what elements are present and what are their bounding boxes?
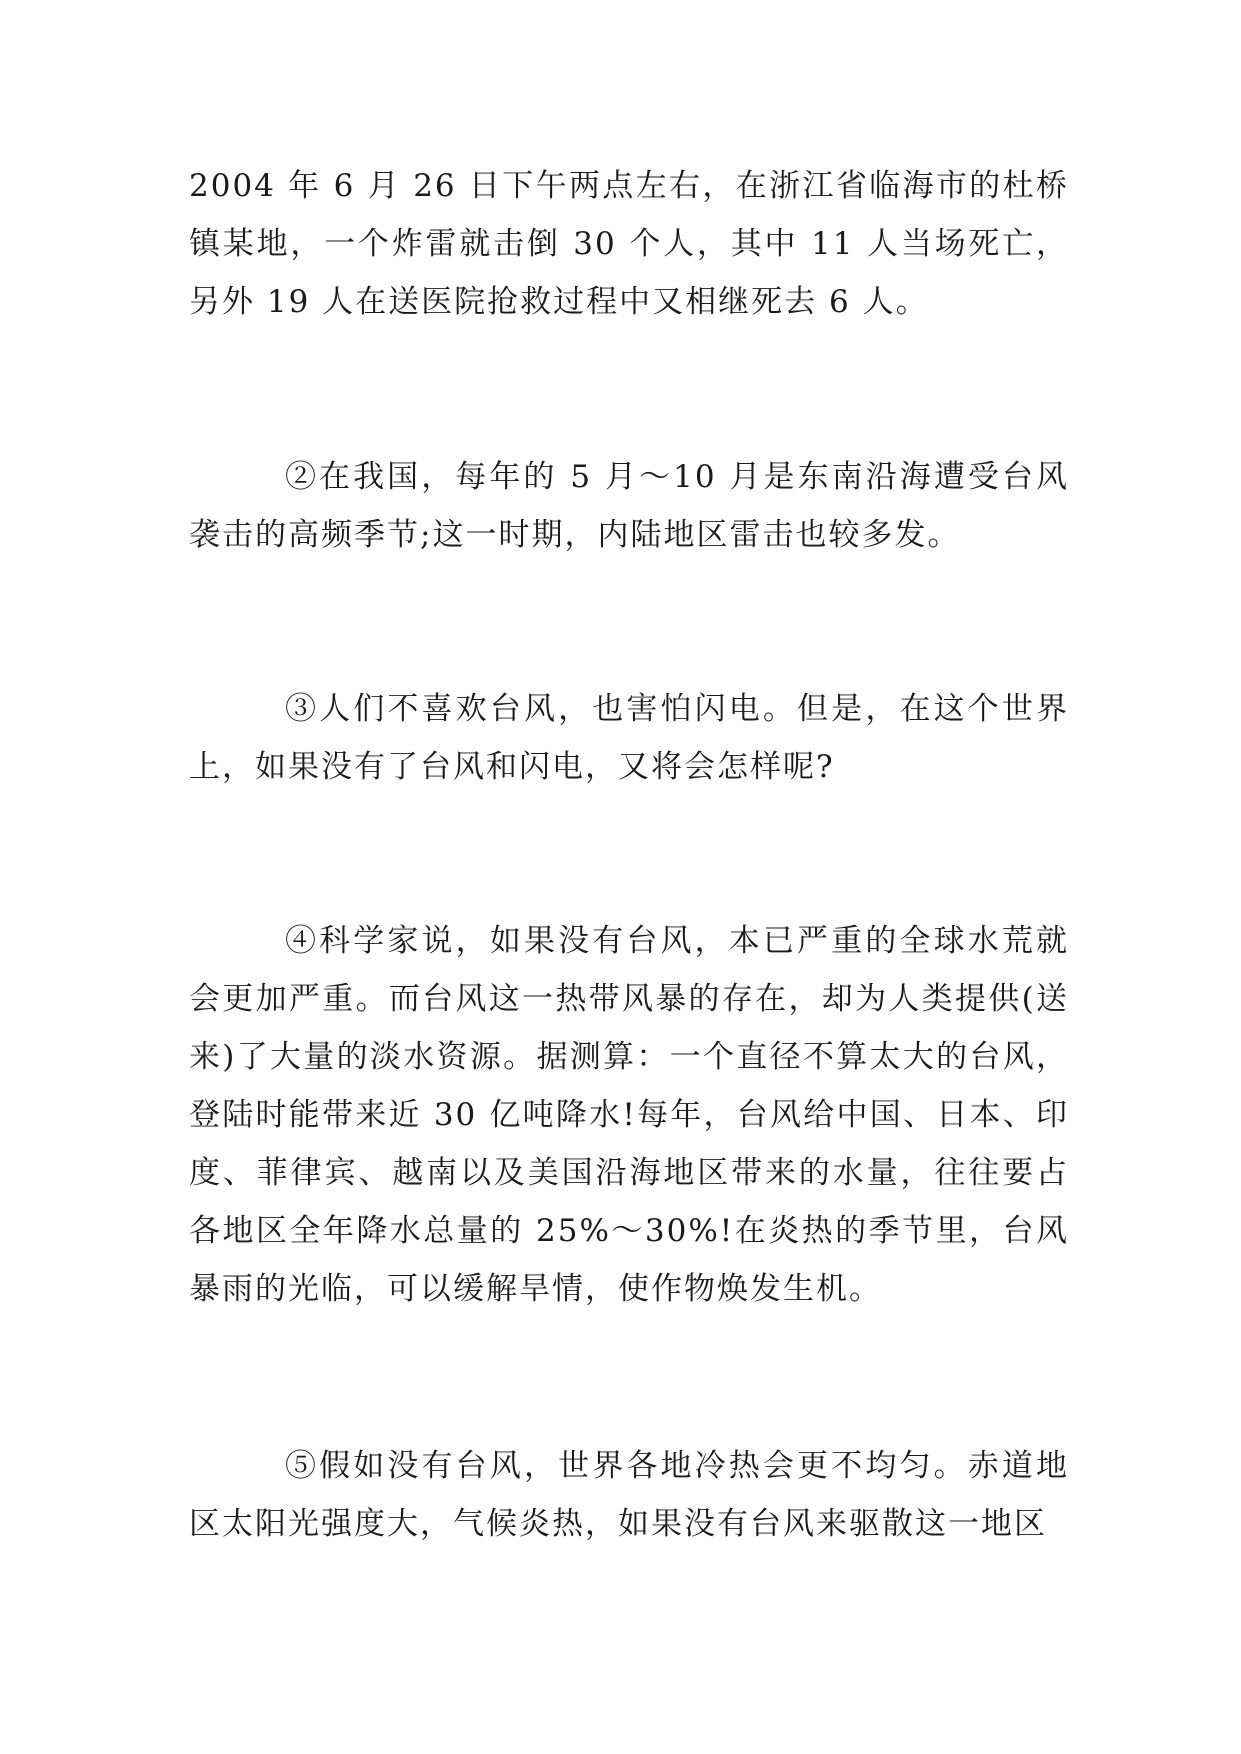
paragraph-1: 2004 年 6 月 26 日下午两点左右，在浙江省临海市的杜桥镇某地，一个炸雷就击倒 30 个人，其中 11 人当场死亡，另外 19 人在送医院抢救过程中又相继死去 6 人。 — [189, 168, 1069, 320]
paragraph-4: ④科学家说，如果没有台风，本已严重的全球水荒就会更加严重。而台风这一热带风暴的存在，却为人类提供(送来)了大量的淡水资源。据测算：一个直径不算太大的台风，登陆时能带来近 30 亿吨降水!每年，台风给中国、日本、印度、菲律宾、越南以及美国沿海地区带来的水量，往往要占各地区全年降水总量的 25%～30%!在炎热的季节里，台风暴雨的光临，可以缓解旱情，使作物焕发生机。 — [189, 923, 1069, 1307]
paragraph-2: ②在我国，每年的 5 月～10 月是东南沿海遭受台风袭击的高频季节;这一时期，内陆地区雷击也较多发。 — [189, 459, 1069, 553]
paragraph-3: ③人们不喜欢台风，也害怕闪电。但是，在这个世界上，如果没有了台风和闪电，又将会怎样呢? — [189, 691, 1069, 785]
paragraph-5: ⑤假如没有台风，世界各地冷热会更不均匀。赤道地区太阳光强度大，气候炎热，如果没有台风来驱散这一地区 — [189, 1448, 1069, 1542]
